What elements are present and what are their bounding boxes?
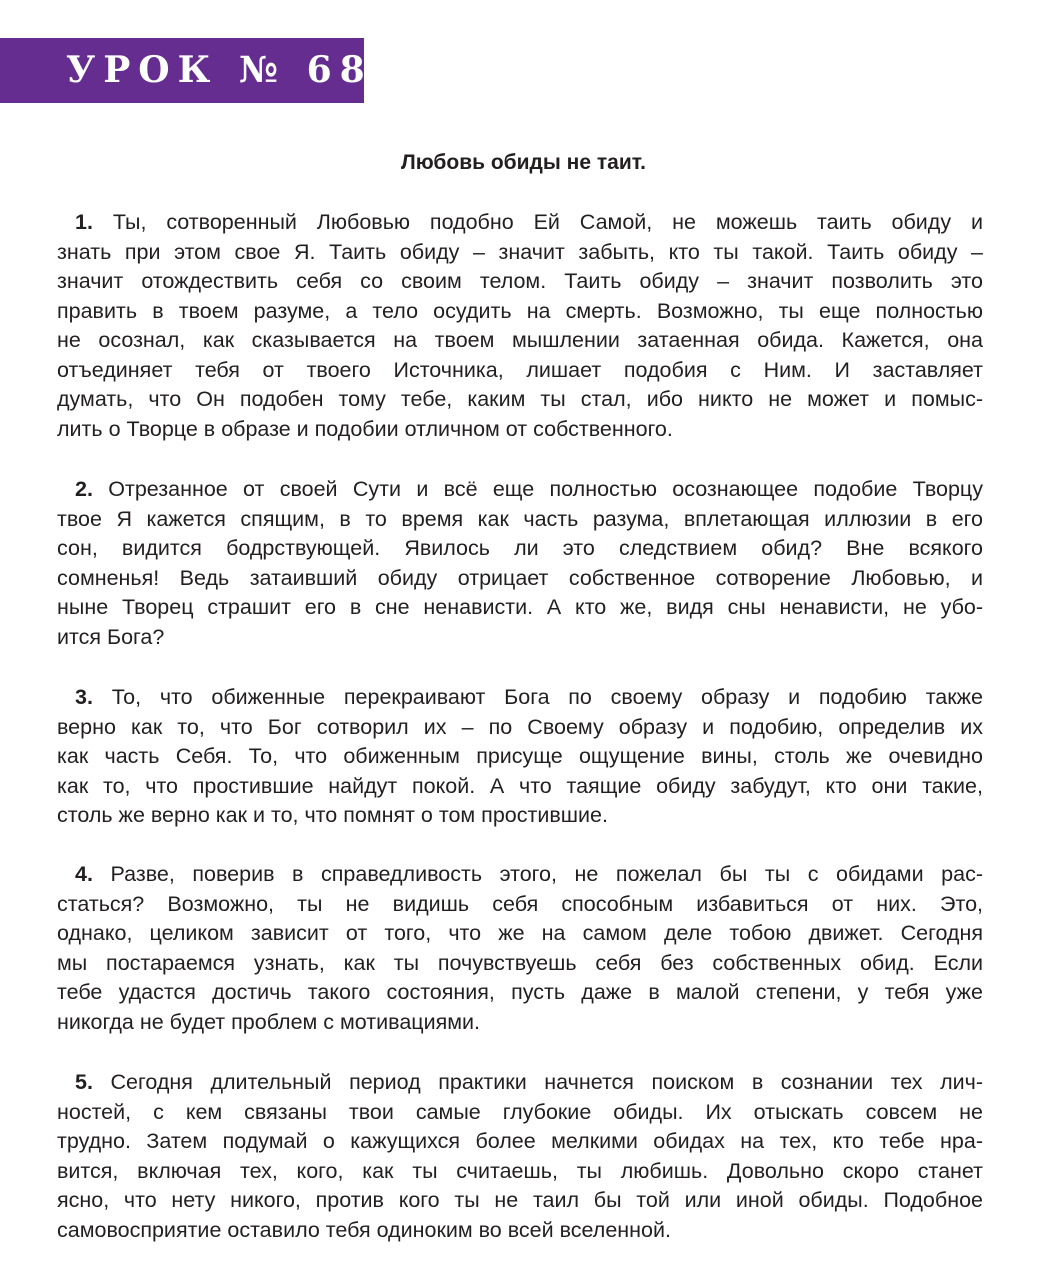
paragraph-number: 1.	[75, 210, 93, 234]
paragraph-number: 3.	[75, 685, 93, 709]
paragraph-line: сомненья! Ведь затаивший обиду отрицает собственное сотворение Любовью, и	[57, 565, 983, 590]
paragraph-line: знать при этом свое Я. Таить обиду – значит забыть, кто ты такой. Таить обиду –	[57, 239, 983, 264]
paragraph-5	[57, 1068, 983, 1245]
lesson-title: Любовь обиды не таит.	[401, 151, 646, 174]
paragraph-line: вится, включая тех, кого, как ты считаешь, ты любишь. Довольно скоро станет	[57, 1158, 983, 1183]
paragraph-line: трудно. Затем подумай о кажущихся более мелкими обидах на тех, кто тебе нра-	[57, 1129, 983, 1153]
paragraph-2	[57, 475, 983, 652]
paragraph-line: верно как то, что Бог сотворил их – по Своему образу и подобию, определив их	[57, 714, 983, 739]
paragraph-line: ностей, с кем связаны твои самые глубокие обиды. Их отыскать совсем не	[57, 1099, 983, 1124]
paragraph-line: лить о Творце в образе и подобии отличном от собственного.	[57, 416, 673, 441]
paragraph-number: 5.	[75, 1070, 93, 1094]
paragraph-3	[57, 683, 983, 831]
paragraph-line: думать, что Он подобен тому тебе, каким ты стал, ибо никто не может и помыс-	[57, 387, 983, 411]
lesson-number: УРОК № 68	[66, 49, 373, 91]
paragraph-number: 2.	[75, 477, 93, 501]
paragraph-line: статься? Возможно, ты не видишь себя способным избавиться от них. Это,	[57, 891, 983, 916]
paragraph-line: столь же верно как и то, что помнят о том простившие.	[57, 803, 608, 827]
paragraph-line: 3. То, что обиженные перекраивают Бога по своему образу и подобию также	[75, 685, 983, 709]
paragraph-line: никогда не будет проблем с мотивациями.	[57, 1009, 481, 1034]
paragraph-line: сон, видится бодрствующей. Явилось ли это следствием обид? Вне всякого	[57, 536, 983, 560]
paragraph-line: ныне Творец страшит его в сне ненависти. А кто же, видя сны ненависти, не убо-	[57, 595, 983, 619]
paragraph-line: 2. Отрезанное от своей Сути и всё еще полностью осознающее подобие Творцу	[75, 477, 983, 501]
paragraph-line: ится Бога?	[57, 624, 165, 649]
paragraph-line: как часть Себя. То, что обиженным присуще ощущение вины, столь же очевидно	[57, 744, 983, 768]
paragraph-number: 4.	[75, 862, 93, 886]
paragraph-line: ясно, что нету никого, против кого ты не таил бы той или иной обиды. Подобное	[57, 1188, 983, 1212]
paragraph-line: тебе удастся достичь такого состояния, пусть даже в малой степени, у тебя уже	[57, 980, 983, 1004]
paragraph-line: твое Я кажется спящим, в то время как часть разума, вплетающая иллюзии в его	[57, 506, 983, 531]
paragraph-line: значит отождествить себя со своим телом. Таить обиду – значит позволить это	[57, 269, 983, 293]
lesson-banner	[0, 38, 373, 103]
paragraph-1	[57, 208, 983, 444]
paragraph-line: 4. Разве, поверив в справедливость этого, не пожелал бы ты с обидами рас-	[75, 862, 983, 886]
paragraph-line: 1. Ты, сотворенный Любовью подобно Ей Самой, не можешь таить обиду и	[75, 210, 983, 234]
paragraph-line: как то, что простившие найдут покой. А что таящие обиду забудут, кто они такие,	[57, 773, 983, 798]
paragraph-line: однако, целиком зависит от того, что же на самом деле тобою движет. Сегодня	[57, 921, 983, 945]
paragraph-line: не осознал, как сказывается на твоем мышлении затаенная обида. Кажется, она	[57, 328, 983, 352]
paragraph-line: править в твоем разуме, а тело осудить на смерть. Возможно, ты еще полностью	[57, 298, 983, 323]
paragraph-line: самовосприятие оставило тебя одиноким во всей вселенной.	[57, 1217, 671, 1242]
paragraph-line: 5. Сегодня длительный период практики начнется поиском в сознании тех лич-	[75, 1070, 983, 1094]
paragraph-line: отъединяет тебя от твоего Источника, лишает подобия с Ним. И заставляет	[57, 357, 983, 382]
paragraph-4	[57, 860, 983, 1037]
paragraph-line: мы постараемся узнать, как ты почувствуешь себя без собственных обид. Если	[57, 950, 983, 975]
